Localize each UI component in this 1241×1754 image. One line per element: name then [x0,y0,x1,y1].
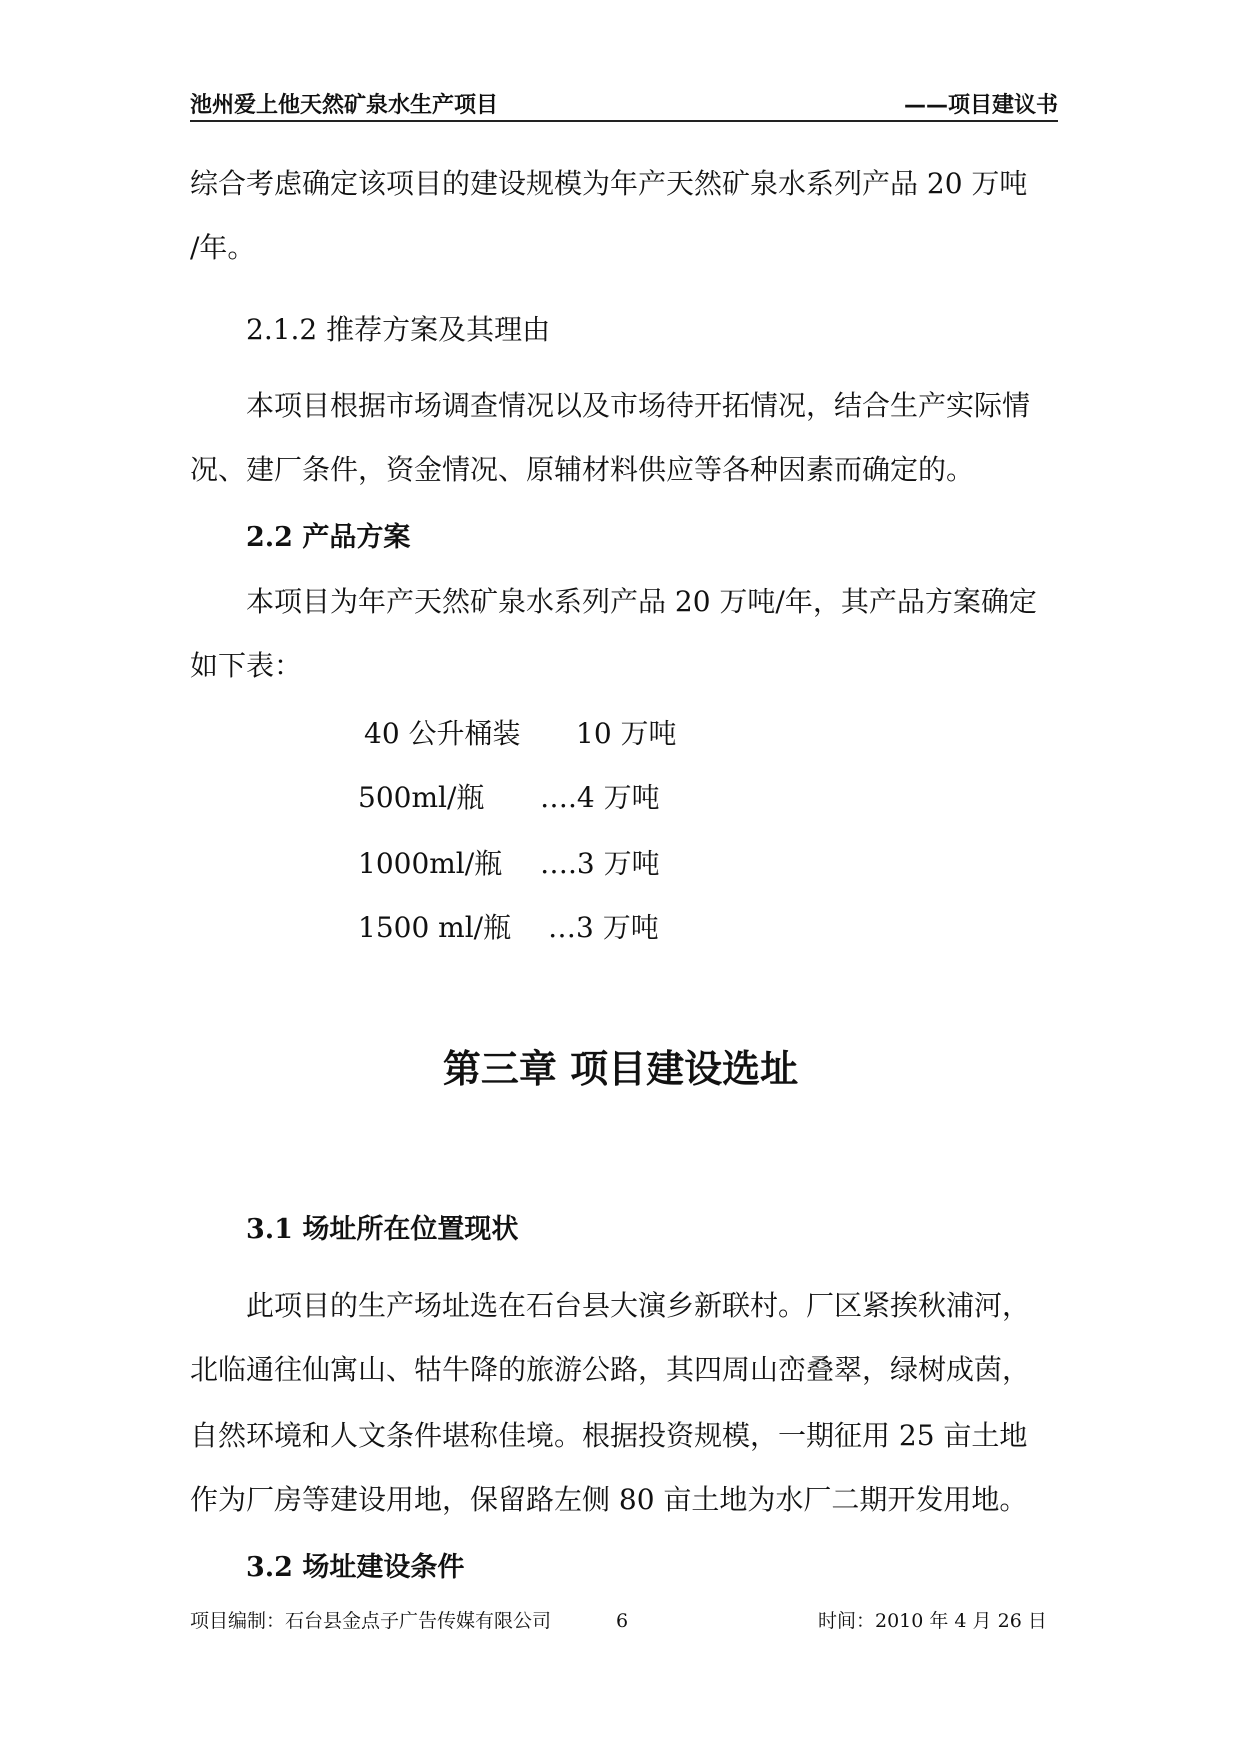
paragraph-line: 本项目根据市场调查情况以及市场待开拓情况，结合生产实际情 [246,389,1031,422]
paragraph-line: 此项目的生产场址选在石台县大演乡新联村。厂区紧挨秋浦河， [246,1289,1031,1322]
product-name: 1500 ml/瓶 [358,911,512,944]
product-quantity: ….4 万吨 [540,781,660,814]
product-quantity: ….3 万吨 [540,847,660,880]
header-doc-type: ——项目建议书 [903,93,1058,118]
paragraph-line: 自然环境和人文条件堪称佳境。根据投资规模，一期征用 25 亩土地 [190,1419,1028,1452]
paragraph-line: 本项目为年产天然矿泉水系列产品 20 万吨/年，其产品方案确定 [246,585,1037,618]
footer-publisher: 项目编制：石台县金点子广告传媒有限公司 [190,1610,552,1632]
paragraph-line: /年。 [190,231,256,264]
paragraph-line: 综合考虑确定该项目的建设规模为年产天然矿泉水系列产品 20 万吨 [190,167,1028,200]
page-number: 6 [616,1610,629,1632]
subsection-heading-2-1-2: 2.1.2 推荐方案及其理由 [246,313,551,346]
section-heading-3-2: 3.2 场址建设条件 [246,1552,465,1583]
chapter-title: 第三章 项目建设选址 [442,1047,799,1091]
product-quantity: …3 万吨 [548,911,659,944]
paragraph-line: 北临通往仙寓山、牯牛降的旅游公路，其四周山峦叠翠，绿树成茵， [190,1353,1031,1386]
section-heading-2-2: 2.2 产品方案 [246,522,411,553]
product-quantity: 10 万吨 [576,717,677,750]
paragraph-line: 作为厂房等建设用地，保留路左侧 80 亩土地为水厂二期开发用地。 [190,1483,1028,1516]
product-name: 40 公升桶装 [364,717,521,750]
product-name: 500ml/瓶 [358,781,485,814]
section-heading-3-1: 3.1 场址所在位置现状 [246,1214,519,1245]
footer-date: 时间：2010 年 4 月 26 日 [818,1610,1047,1632]
paragraph-line: 况、建厂条件，资金情况、原辅材料供应等各种因素而确定的。 [190,453,975,486]
page-header [190,86,1058,122]
product-name: 1000ml/瓶 [358,847,503,880]
paragraph-line: 如下表： [190,649,303,682]
header-project-title: 池州爱上他天然矿泉水生产项目 [190,93,499,118]
